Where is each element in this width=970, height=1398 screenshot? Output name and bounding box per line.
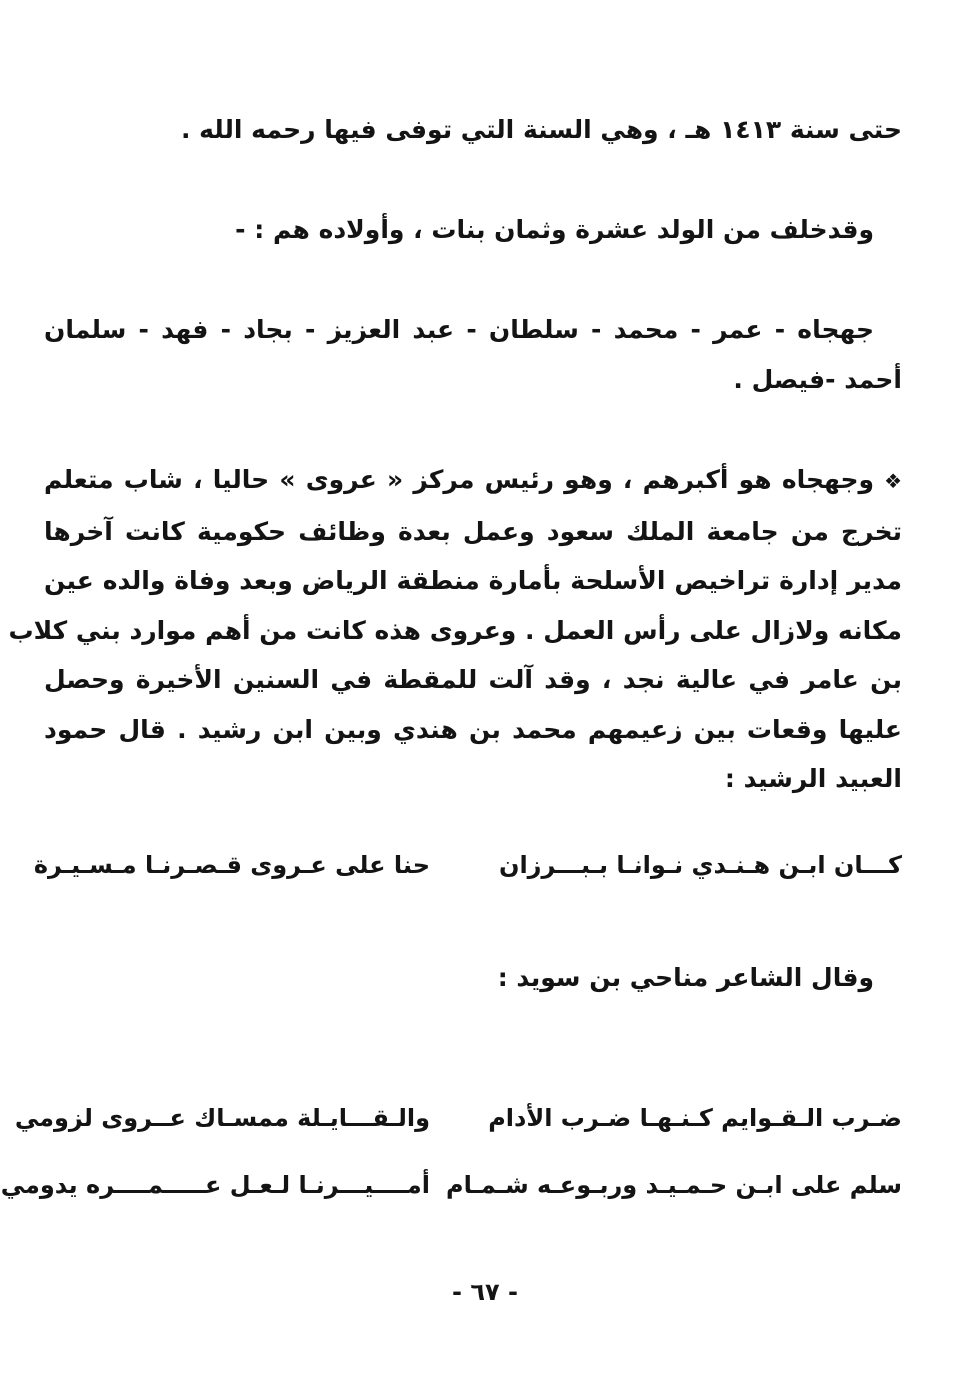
text-line-2: وقدخلف من الولد عشرة وثمان بنات ، وأولاده هم : - (235, 215, 874, 244)
verse-1-first-hemistich: كـــان ابـن هـنـدي نـوانـا بـبـــرزان (498, 851, 902, 879)
paragraph-line: عليها وقعات بين زعيمهم محمد بن هندي وبين ابن رشيد . قال حمود (44, 714, 902, 744)
paragraph-line: تخرج من جامعة الملك سعود وعمل بعدة وظائف حكومية كانت آخرها (44, 516, 902, 546)
paragraph-line: العبيد الرشيد : (724, 764, 902, 793)
text-line-1: حتى سنة ١٤١٣ هـ ، وهي السنة التي توفى فيها رحمه الله . (180, 115, 902, 144)
paragraph-line: مدير إدارة تراخيص الأسلحة بأمارة منطقة الرياض وبعد وفاة والده عين (44, 566, 902, 595)
poet-intro-line: وقال الشاعر مناحي بن سويد : (497, 963, 874, 992)
children-names-line-2: أحمد -فيصل . (733, 365, 902, 394)
verse-1-second-hemistich: حنا على عـروى قـصـرنـا مـسـيـرة (33, 851, 430, 879)
verse-3-second-hemistich: أمــــيـــرنـا لـعـل عـــــمــــره يدومي (0, 1171, 430, 1199)
children-names-line: جهجاه - عمر - محمد - سلطان - عبد العزيز - بجاد - فهد - سلمان (44, 315, 874, 344)
verse-2-second-hemistich: والـقـــايـلة ممسـاك عــروى لزومي (14, 1104, 430, 1132)
verse-2-first-hemistich: ضـرب الـقـوايم كـنـهـا ضـرب الأدام (488, 1104, 902, 1132)
paragraph-line: بن عامر في عالية نجد ، وقد آلت للمقطة في السنين الأخيرة وحصل (44, 665, 902, 694)
page-number: - ٦٧ - (452, 1278, 518, 1306)
paragraph-jahjah (8, 455, 902, 804)
paragraph-line: مكانه ولازال على رأس العمل . وعروى هذه كانت من أهم موارد بني كلاب (8, 615, 902, 645)
verse-3-first-hemistich: سلم على ابـن حـمـيـد وربـوعـه شـمـام (445, 1171, 902, 1199)
paragraph-line: ❖وجهجاه هو أكبرهم ، وهو رئيس مركز « عروى » حاليا ، شاب متعلم (44, 455, 902, 507)
bullet-icon: ❖ (884, 469, 902, 493)
